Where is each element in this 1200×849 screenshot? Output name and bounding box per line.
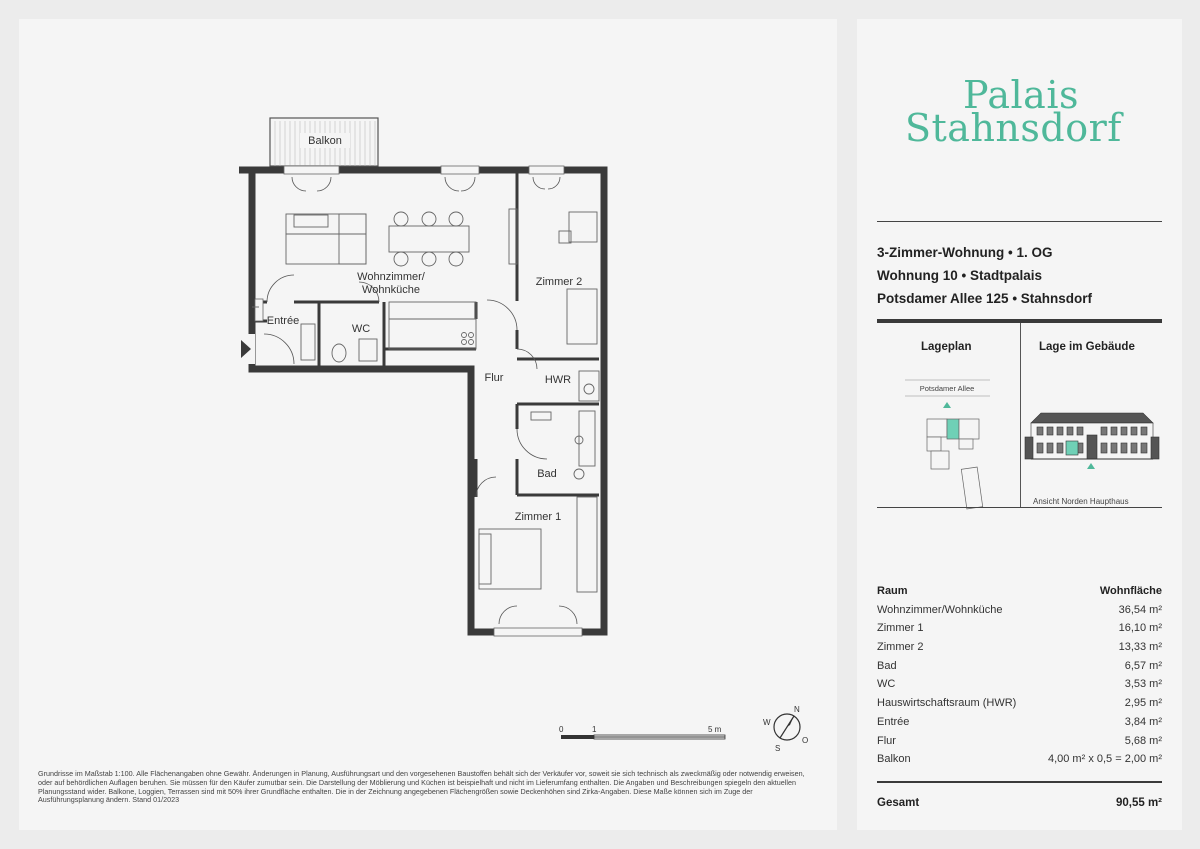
room-name: Wohnzimmer/Wohnküche (877, 603, 1003, 616)
room-label-zimmer1: Zimmer 1 (514, 511, 562, 523)
room-name: Zimmer 1 (877, 622, 924, 635)
disclaimer-text: Grundrisse im Maßstab 1:100. Alle Flächenangaben ohne Gewähr. Änderungen in Planung, Ausführungsart und den vorgesehenen Baustoffen behält sich der Verkäufer vor, soweit sie sich technisch als zweckmäßig oder notwendig erweisen, oder auf behördlichen Auflagen beruhen. Sie müssen für den Käufer zumutbar sein. Die Darstellung der Möblierung und Küchen ist beispielhaft und nicht im Lieferumfang enthalten. Die Angaben und Beschreibungen spiegeln den aktuellen Planungsstand wider. Balkone, Loggien, Terrassen sind mit 50% ihrer Grundfläche enthalten. Die in der Zeichnung angegebenen Flächengrößen sowie Deckenhöhen sind Zirka-Angaben. Diese Maße können sich im Zuge der Ausführungsplanung ändern. Stand 01/2023 (38, 769, 805, 805)
room-label-zimmer2: Zimmer 2 (535, 276, 583, 288)
windows (255, 166, 582, 636)
table-row (877, 694, 1162, 713)
compass-icon (763, 705, 808, 753)
table-row (877, 638, 1162, 657)
room-label-wc: WC (351, 323, 371, 335)
table-row (877, 601, 1162, 620)
interior-walls (252, 171, 599, 497)
room-label-wohn-1: Wohnzimmer/ (357, 271, 425, 283)
room-area: 3,53 m² (1124, 678, 1162, 691)
room-name: Flur (877, 734, 896, 747)
room-area: 3,84 m² (1124, 715, 1162, 728)
location-section (877, 323, 1162, 507)
room-name: Zimmer 2 (877, 641, 924, 654)
apartment-type: 3-Zimmer-Wohnung • 1. OG (877, 245, 1053, 260)
room-name: Balkon (877, 753, 911, 766)
table-row (877, 675, 1162, 694)
total-label: Gesamt (877, 797, 920, 809)
table-row (877, 657, 1162, 676)
info-panel (857, 19, 1182, 830)
furniture (252, 209, 599, 592)
scale-five: 5 m (708, 725, 722, 734)
room-area: 6,57 m² (1124, 659, 1162, 672)
room-area: 5,68 m² (1124, 734, 1162, 747)
scale-zero: 0 (559, 725, 564, 734)
balkon-label: Balkon (308, 135, 342, 147)
apartment-info (877, 241, 1092, 310)
north-marker-icon (943, 402, 951, 408)
palais-stahnsdorf-logo (905, 73, 1145, 150)
room-area: 36,54 m² (1118, 603, 1162, 616)
outer-walls (239, 170, 604, 632)
compass-w: W (763, 718, 771, 727)
room-name: Bad (877, 659, 897, 672)
apartment-number: Wohnung 10 • Stadtpalais (877, 268, 1042, 283)
room-name: Entrée (877, 715, 910, 728)
balcony (270, 118, 378, 166)
door-swings (264, 177, 577, 624)
compass-n: N (794, 705, 800, 714)
table-row (877, 619, 1162, 638)
lageplan-street: Potsdamer Allee (919, 384, 975, 393)
table-row (877, 732, 1162, 751)
site-plan-map (877, 353, 1020, 513)
lage-gebaeude-title: Lage im Gebäude (1039, 341, 1135, 353)
elevation-caption: Ansicht Norden Haupthaus (1033, 497, 1129, 506)
compass-o: O (802, 736, 809, 745)
divider-total (877, 781, 1162, 783)
col-room-header: Raum (877, 585, 908, 597)
divider-top (877, 221, 1162, 222)
room-label-hwr: HWR (544, 374, 572, 386)
room-area: 2,95 m² (1124, 697, 1162, 710)
scale-bar (559, 725, 725, 739)
area-table (877, 582, 1162, 769)
room-label-bad: Bad (537, 468, 557, 480)
building-elevation (1021, 403, 1163, 483)
room-area: 16,10 m² (1118, 622, 1162, 635)
room-label-flur: Flur (484, 372, 504, 384)
divider-mid (877, 507, 1162, 508)
table-row (877, 750, 1162, 769)
view-marker-icon (1087, 463, 1095, 469)
room-label-entree: Entrée (266, 315, 300, 327)
area-table-header (877, 582, 1162, 601)
total-row (877, 797, 1162, 809)
floorplan-drawing (19, 19, 837, 830)
col-area-header: Wohnfläche (1099, 585, 1162, 597)
apartment-address: Potsdamer Allee 125 • Stahnsdorf (877, 291, 1093, 306)
room-area: 13,33 m² (1118, 641, 1162, 654)
compass-s: S (775, 744, 781, 753)
scale-one: 1 (592, 725, 597, 734)
room-area: 4,00 m² x 0,5 = 2,00 m² (1047, 753, 1162, 766)
logo-line1: Palais (963, 73, 1079, 117)
room-name: Hauswirtschaftsraum (HWR) (877, 697, 1017, 710)
lageplan-title: Lageplan (921, 341, 972, 353)
total-value: 90,55 m² (1115, 797, 1162, 809)
floorplan-panel (19, 19, 837, 830)
room-label-wohn-2: Wohnküche (362, 284, 420, 296)
room-name: WC (877, 678, 896, 691)
table-row (877, 713, 1162, 732)
logo-line2: Stahnsdorf (905, 106, 1122, 150)
